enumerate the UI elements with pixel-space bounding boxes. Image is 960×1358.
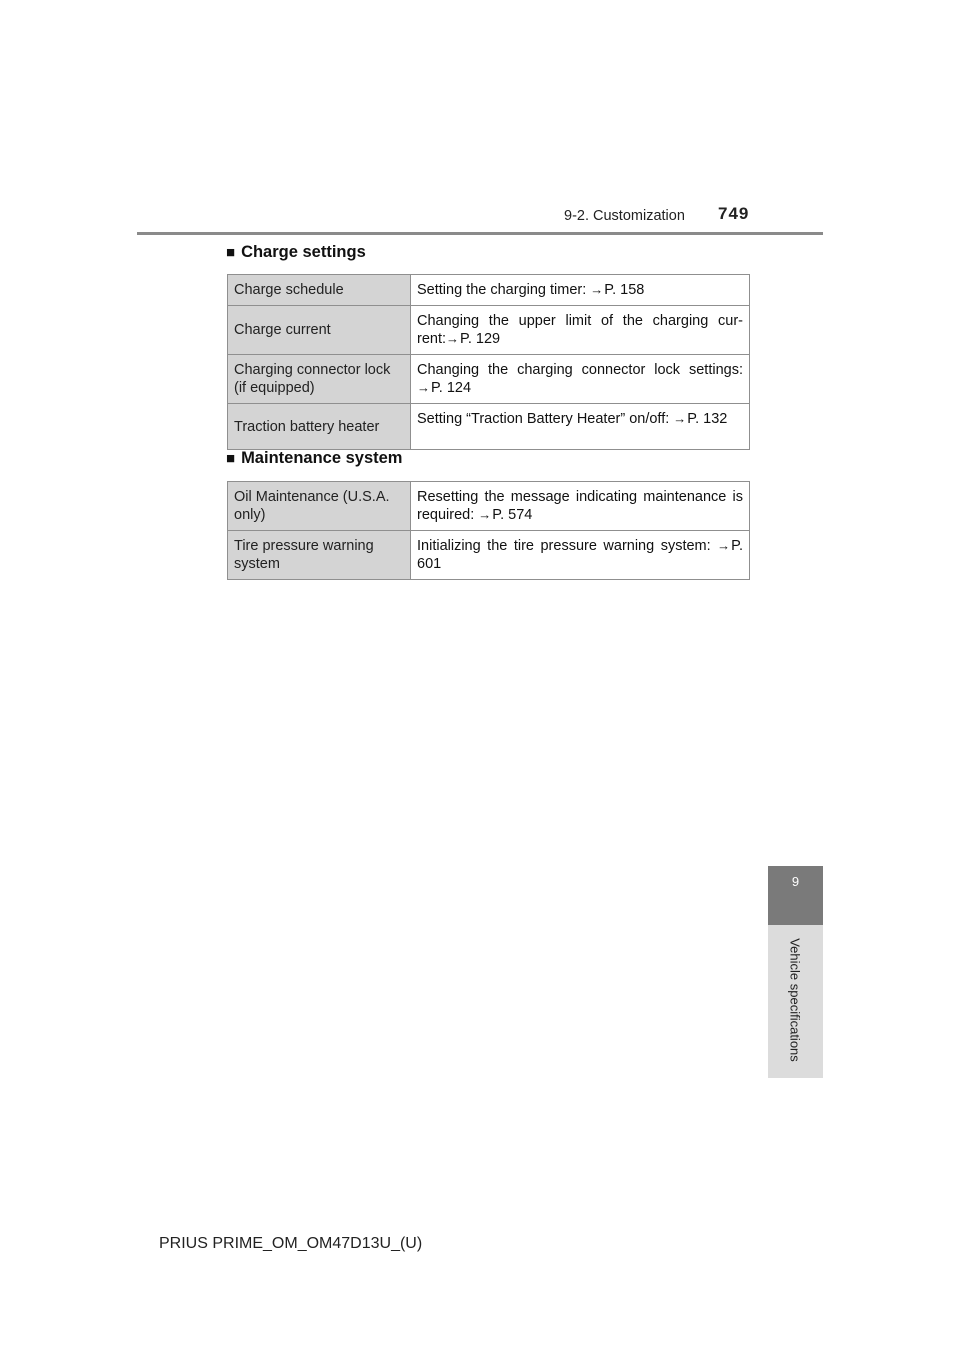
arrow-right-icon: → <box>478 507 492 522</box>
page-reference[interactable]: P. 132 <box>687 411 728 427</box>
charge-settings-table <box>227 274 750 450</box>
row-label: Charge schedule <box>228 275 411 306</box>
page-reference[interactable]: P. 124 <box>431 380 472 396</box>
row-description <box>411 306 750 355</box>
chapter-label: Vehicle specifications <box>787 938 803 1062</box>
chapter-number: 9 <box>791 874 800 889</box>
row-description <box>411 355 750 404</box>
running-header-section: 9-2. Customization <box>564 208 685 224</box>
row-label: Charging connector lock (if equipped) <box>228 355 411 404</box>
page-number: 749 <box>718 204 750 223</box>
table-row <box>228 306 750 355</box>
arrow-right-icon: → <box>717 538 731 553</box>
maintenance-system-heading <box>226 449 402 468</box>
chapter-tab[interactable] <box>768 866 823 925</box>
row-label: Traction battery heater <box>228 404 411 450</box>
row-label: Charge current <box>228 306 411 355</box>
row-description-text: Resetting the message indicating maintenance is required: <box>417 489 743 523</box>
row-description <box>411 404 750 450</box>
maintenance-system-heading-text: Maintenance system <box>241 449 403 467</box>
row-description-text: Changing the upper limit of the charging cur-rent: <box>417 313 743 347</box>
row-description-text: Initializing the tire pressure warning system: <box>417 538 718 554</box>
charge-settings-heading-text: Charge settings <box>241 243 366 261</box>
table-row <box>228 482 750 531</box>
row-description <box>411 482 750 531</box>
table-row <box>228 404 750 450</box>
row-label: Oil Maintenance (U.S.A. only) <box>228 482 411 531</box>
row-description-text: Setting the charging timer: <box>417 282 591 298</box>
row-label: Tire pressure warning system <box>228 531 411 580</box>
table-row <box>228 355 750 404</box>
row-description-text: Changing the charging connector lock settings: <box>417 362 743 378</box>
header-divider <box>137 232 823 235</box>
table-row <box>228 275 750 306</box>
arrow-right-icon: → <box>417 380 430 395</box>
maintenance-system-table <box>227 481 750 580</box>
square-bullet-icon: ■ <box>226 244 236 261</box>
row-description <box>411 275 750 306</box>
arrow-right-icon: → <box>673 411 687 426</box>
row-description <box>411 531 750 580</box>
table-row <box>228 531 750 580</box>
document-id: PRIUS PRIME_OM_OM47D13U_(U) <box>159 1235 423 1252</box>
page-reference[interactable]: P. 158 <box>604 282 645 298</box>
page-reference[interactable]: P. 129 <box>460 331 501 347</box>
square-bullet-icon: ■ <box>226 450 236 467</box>
arrow-right-icon: → <box>446 331 460 346</box>
arrow-right-icon: → <box>590 282 604 297</box>
charge-settings-heading <box>226 243 366 262</box>
page-reference[interactable]: P. 601 <box>417 538 743 572</box>
row-description-text: Setting “Traction Battery Heater” on/off: <box>417 411 674 427</box>
page-reference[interactable]: P. 574 <box>492 507 533 523</box>
